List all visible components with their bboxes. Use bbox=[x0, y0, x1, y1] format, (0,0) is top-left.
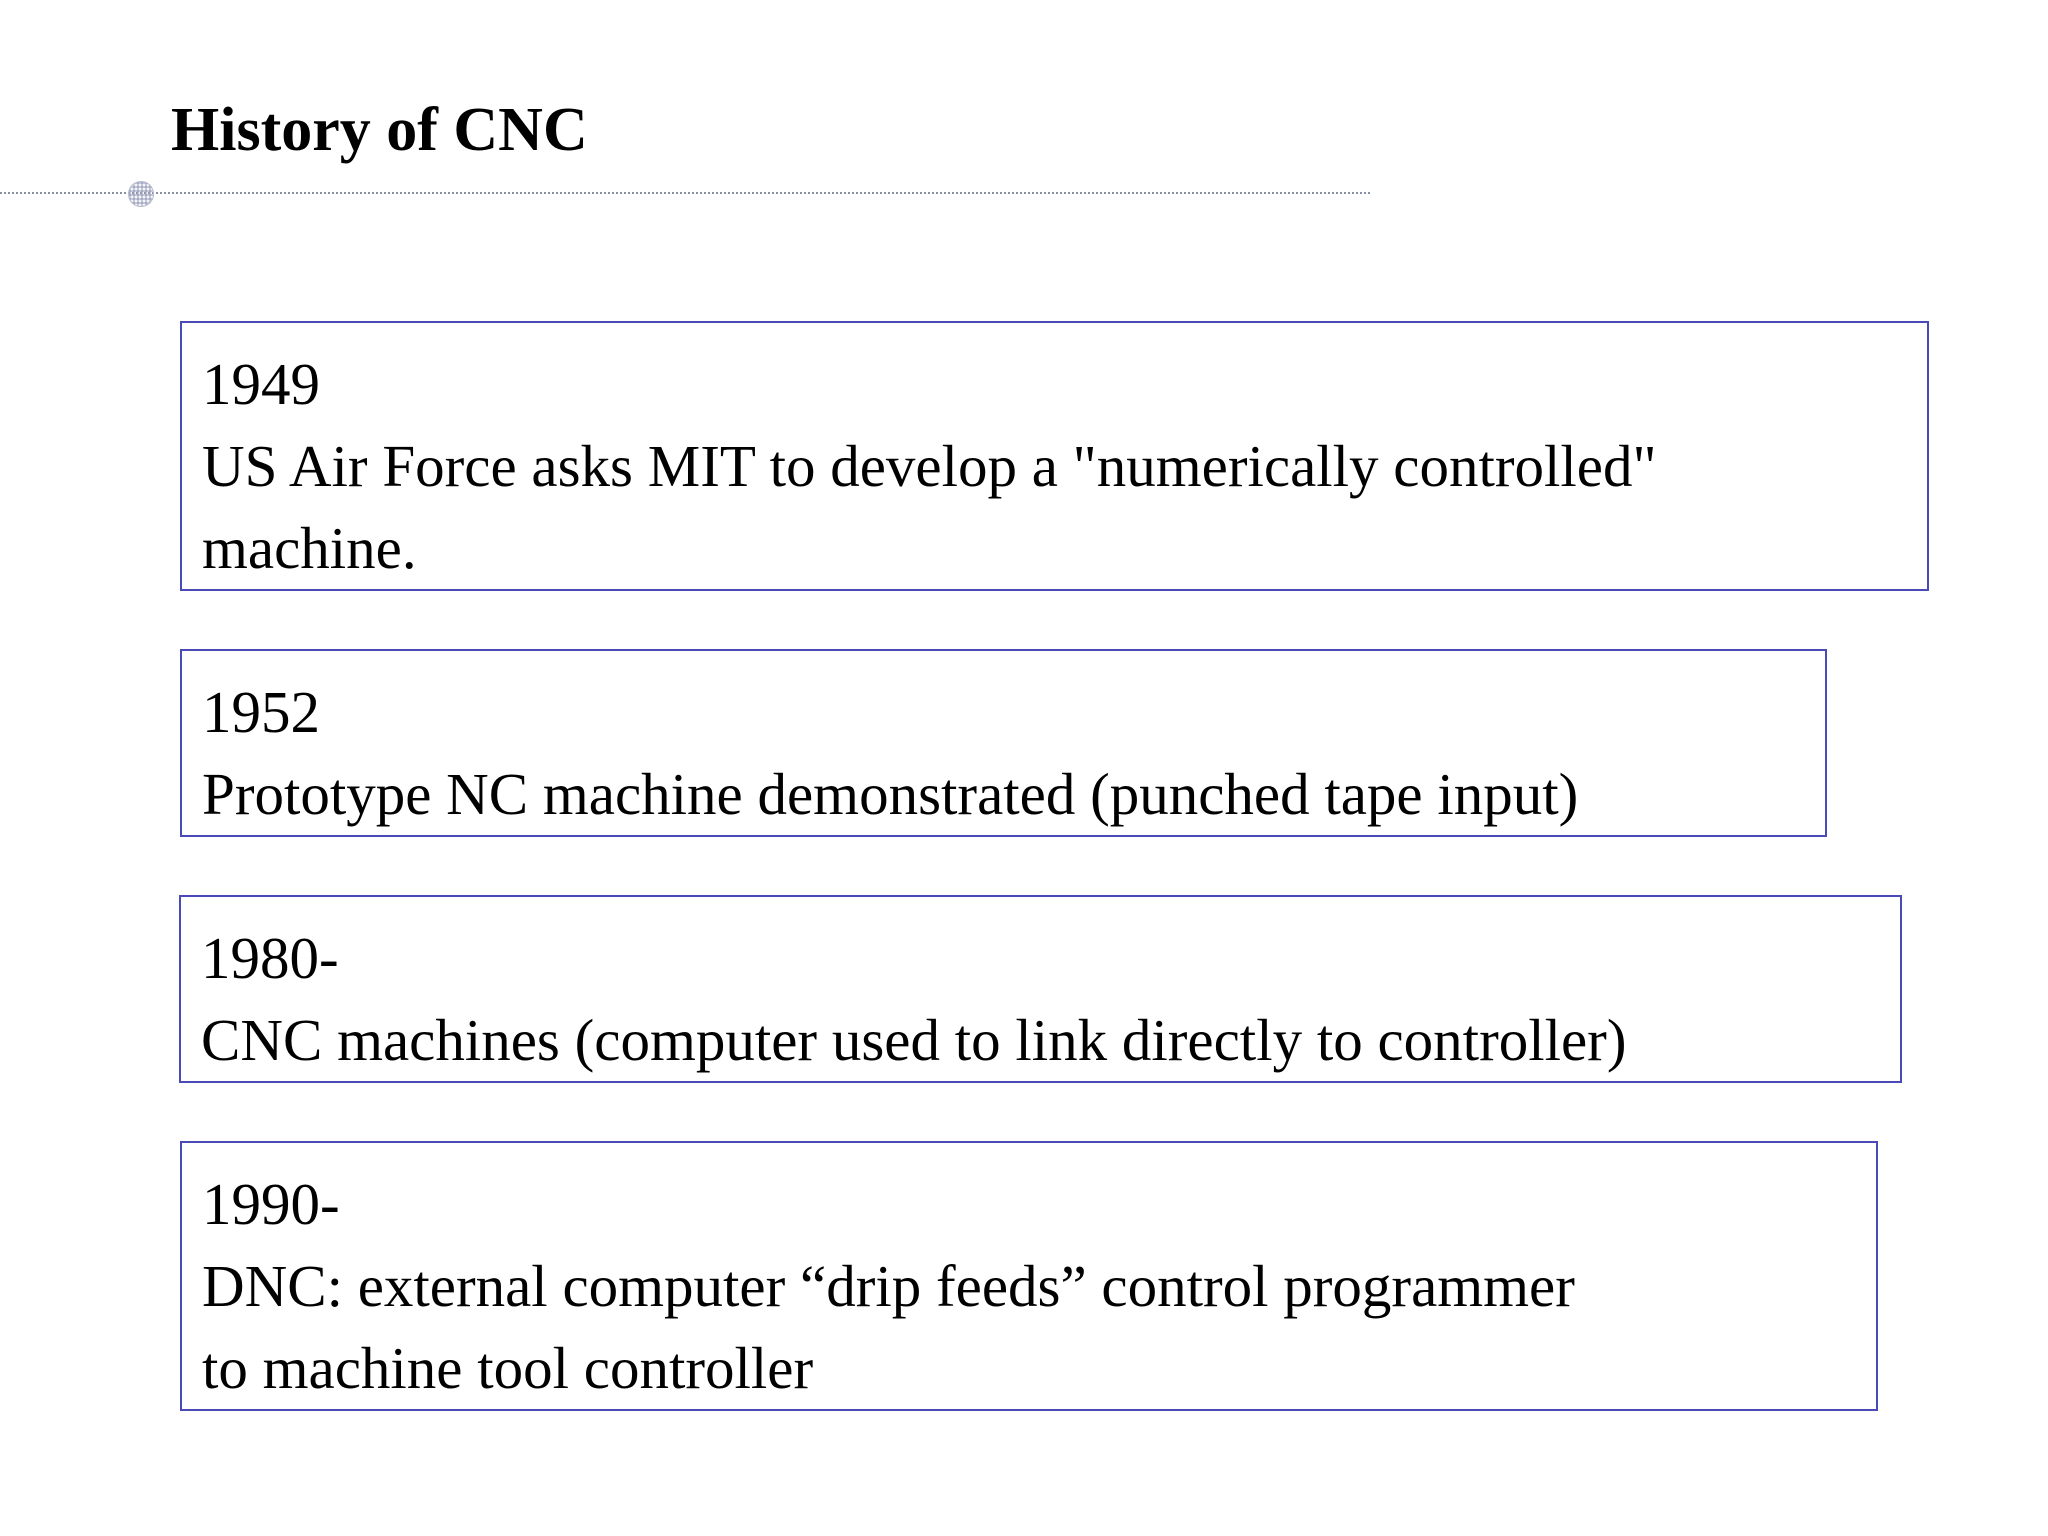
timeline-entry-1990 bbox=[180, 1141, 1878, 1411]
timeline-entry-1952 bbox=[180, 649, 1827, 837]
timeline-description: Prototype NC machine demonstrated (punched tape input) bbox=[202, 761, 1579, 827]
timeline-year: 1980- bbox=[201, 925, 339, 991]
timeline-year: 1952 bbox=[202, 679, 320, 745]
timeline-entry-1949 bbox=[180, 321, 1929, 591]
timeline-description: DNC: external computer “drip feeds” control programmer bbox=[202, 1253, 1575, 1319]
timeline-year: 1990- bbox=[202, 1171, 340, 1237]
title-divider bbox=[0, 192, 1370, 194]
timeline-entry-1980 bbox=[179, 895, 1902, 1083]
timeline-description: US Air Force asks MIT to develop a "numerically controlled" bbox=[202, 433, 1657, 499]
timeline-description: machine. bbox=[202, 515, 417, 581]
timeline-year: 1949 bbox=[202, 351, 320, 417]
divider-bullet-icon bbox=[128, 181, 154, 207]
timeline-description: CNC machines (computer used to link directly to controller) bbox=[201, 1007, 1627, 1073]
slide-title: History of CNC bbox=[171, 96, 588, 164]
timeline-description: to machine tool controller bbox=[202, 1335, 814, 1401]
